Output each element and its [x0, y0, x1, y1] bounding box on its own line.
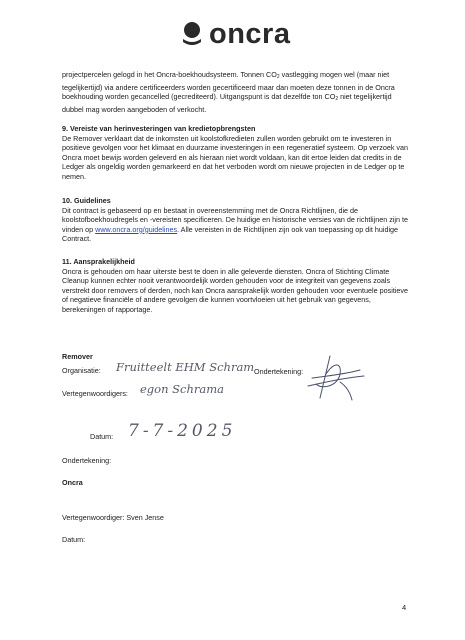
oncra-date-label: Datum:: [62, 535, 86, 544]
oncra-logo-text: oncra: [209, 18, 291, 50]
remover-org-label: Organisatie:: [62, 366, 101, 375]
section-10: [62, 196, 410, 244]
section-9: [62, 124, 410, 182]
oncra-title: Oncra: [62, 478, 83, 487]
section-11-body: Oncra is gehouden om haar uiterste best te doen in alle geleverde diensten. Oncra of Stichting Climate Cleanup kunnen echter nooit verantwoordelijk worden gehouden voor de integriteit van gegevens zoals verstrekt door removers of derden, noch kan Oncra aansprakelijk worden gehouden voor eventuele positieve of negatieve financiële of andere gevolgen die kunnen voortvloeien uit het gebruik van gegevens, berekeningen of rapportage.: [62, 266, 408, 314]
remover-org-handwritten: Fruitteelt EHM Schram: [116, 360, 255, 374]
remover-title: Remover: [62, 352, 93, 361]
remover-rep-label: Vertegenwoordigers:: [62, 389, 128, 398]
remover-rep-handwritten: egon Schrama: [140, 382, 224, 396]
page-number: 4: [402, 603, 407, 612]
section-10-heading: 10. Guidelines: [62, 196, 111, 205]
oncra-rep-label: Vertegenwoordiger: Sven Jense: [62, 513, 164, 522]
section-11: [62, 257, 410, 315]
oncra-logo-icon: [180, 20, 204, 48]
intro-paragraph: projectpercelen gelogd in het Oncra-boekhoudsysteem. Tonnen $CO_2$ vastlegging mogen wel (maar niet tegelijkertijd) via andere certificeerders worden gecertificeerd maar dan moeten deze tonnen in de Oncra boekhouding worden gecancelled (gecrediteerd). Uitgangspunt is dat dezelfde ton $CO_2$ niet tegelijkertijd dubbel mag worden aangeboden of verkocht.: [62, 70, 395, 114]
guidelines-link[interactable]: www.oncra.org/guidelines: [95, 224, 178, 234]
oncra-signature-label: Ondertekening:: [62, 456, 112, 465]
section-9-heading: 9. Vereiste van herinvesteringen van kredietopbrengsten: [62, 124, 256, 133]
oncra-logo: [180, 18, 290, 50]
section-9-body: De Remover verklaart dat de inkomsten uit koolstofkredieten zullen worden gebruikt om te investeren in positieve gevolgen voor het klimaat en duurzame investeringen in een regeneratief systeem. Op verzoek van Oncra moet bewijs worden geleverd en als hieraan niet wordt voldaan, kan dit ertoe leiden dat credits in de Ledger als ongeldig worden gemarkeerd en dat het verboden wordt om nieuwe projecten in de Ledger op te nemen.: [62, 133, 408, 181]
remover-signature: [300, 352, 370, 404]
section-11-heading: 11. Aansprakelijkheid: [62, 257, 135, 266]
remover-date-handwritten: 7-7-2025: [128, 421, 237, 441]
remover-signature-label: Ondertekening:: [254, 367, 304, 376]
section-10-body: Dit contract is gebaseerd op en bestaat in overeenstemming met de Oncra Richtlijnen, die de koolstofboekhoudregels en -vereisten specificeren. De huidige en historische versies van de richtlijnen zijn te vinden op www.oncra.org/guidelines. Alle vereisten in de Richtlijnen zijn ook van toepassing op dit huidige Contract.: [62, 205, 408, 244]
remover-date-label: Datum:: [90, 432, 114, 441]
